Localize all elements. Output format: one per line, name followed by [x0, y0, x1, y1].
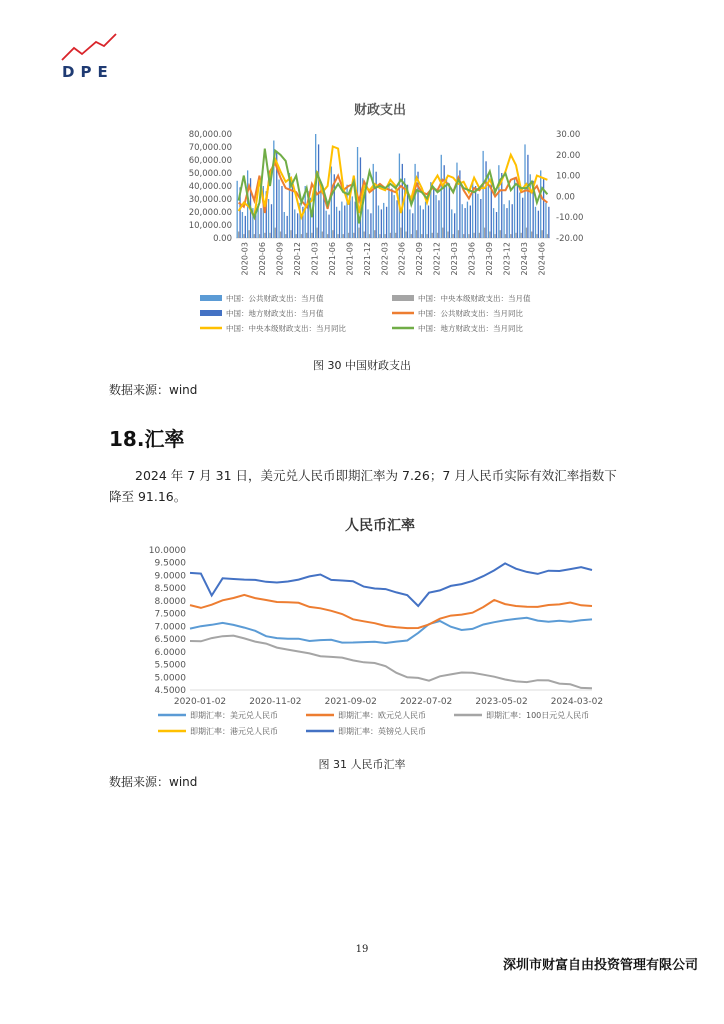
- left-axis-tick-label: 60,000.00: [188, 156, 232, 166]
- bar: [381, 209, 382, 238]
- legend-swatch: [200, 310, 222, 316]
- bar: [409, 209, 410, 238]
- left-axis-tick-label: 30,000.00: [188, 195, 232, 205]
- x-axis-tick-label: 2020-11-02: [249, 697, 302, 707]
- bar: [294, 209, 295, 238]
- bar: [484, 228, 485, 238]
- bar: [510, 234, 511, 238]
- series-line: [239, 163, 548, 213]
- bar: [396, 200, 397, 238]
- bar: [453, 234, 454, 238]
- logo-text: DPE: [62, 63, 114, 81]
- bar: [506, 208, 507, 238]
- fiscal-expenditure-chart: [170, 92, 590, 350]
- legend-label: 即期汇率：100日元兑人民币: [486, 711, 590, 720]
- x-axis-tick-label: 2020-06: [258, 242, 268, 276]
- bar: [485, 161, 486, 238]
- y-axis-tick-label: 5.0000: [154, 673, 186, 684]
- bar: [489, 232, 490, 239]
- figure-30-source: 数据来源：wind: [109, 383, 198, 397]
- bar: [391, 189, 392, 238]
- bar: [243, 234, 244, 238]
- bar: [364, 232, 365, 239]
- bar: [547, 234, 548, 238]
- rmb-exchange-rate-chart: [130, 512, 610, 744]
- bar: [454, 213, 455, 238]
- right-axis-tick-label: 20.00: [556, 150, 581, 161]
- figure-31-source: 数据来源：wind: [109, 775, 198, 789]
- bar: [395, 233, 396, 238]
- bar: [416, 230, 417, 238]
- x-axis-tick-label: 2022-03: [380, 242, 390, 276]
- bar: [348, 233, 349, 238]
- legend-label: 中国：地方财政支出：当月同比: [418, 324, 523, 333]
- chart-title: 人民币汇率: [345, 518, 415, 534]
- bar: [388, 183, 389, 238]
- bar: [271, 204, 272, 238]
- legend-swatch: [200, 295, 222, 301]
- bar: [375, 172, 376, 238]
- bar: [456, 163, 457, 238]
- bar: [390, 233, 391, 238]
- bar: [467, 202, 468, 238]
- x-axis-tick-label: 2023-09: [484, 242, 494, 276]
- bar: [536, 234, 537, 238]
- bar: [248, 230, 249, 238]
- bar: [509, 200, 510, 238]
- bar: [447, 232, 448, 239]
- bar: [355, 202, 356, 238]
- bar: [280, 232, 281, 239]
- left-axis-tick-label: 20,000.00: [188, 208, 232, 218]
- bar: [545, 203, 546, 238]
- left-axis-tick-label: 50,000.00: [188, 169, 232, 179]
- bar: [433, 187, 434, 238]
- bar: [428, 206, 429, 239]
- bar: [438, 200, 439, 238]
- x-axis-tick-label: 2020-12: [293, 242, 303, 276]
- y-axis-tick-label: 7.0000: [154, 622, 186, 633]
- bar: [542, 230, 543, 238]
- bar: [378, 206, 379, 239]
- x-axis-tick-label: 2023-05-02: [475, 697, 528, 707]
- bar: [442, 228, 443, 238]
- bar: [425, 202, 426, 238]
- bar: [341, 202, 342, 238]
- right-axis-tick-label: -20.00: [556, 234, 584, 244]
- bar: [260, 208, 261, 238]
- section-heading: 18.汇率: [109, 427, 185, 451]
- x-axis-tick-label: 2023-06: [467, 242, 477, 276]
- y-axis-tick-label: 9.0000: [154, 571, 186, 582]
- bar: [548, 207, 549, 238]
- bar: [503, 204, 504, 238]
- bar: [451, 209, 452, 238]
- bar: [336, 207, 337, 238]
- figure-30-caption: 图 30 中国财政支出: [313, 359, 411, 372]
- y-axis-tick-label: 7.5000: [154, 609, 186, 620]
- legend-label: 即期汇率：美元兑人民币: [190, 711, 278, 720]
- bar: [531, 232, 532, 239]
- bar: [316, 228, 317, 238]
- bar: [367, 209, 368, 238]
- y-axis-tick-label: 10.0000: [148, 546, 186, 556]
- bar: [527, 155, 528, 238]
- x-axis-tick-label: 2022-07-02: [399, 697, 453, 707]
- left-axis-tick-label: 0.00: [213, 234, 232, 244]
- legend-label: 中国：中央本级财政支出：当月同比: [226, 324, 346, 333]
- section-paragraph: 2024 年 7 月 31 日，美元兑人民币即期汇率为 7.26；7 月人民币实际有效汇率指数下降至 91.16。: [109, 468, 617, 504]
- right-axis-tick-label: 10.00: [556, 171, 581, 182]
- x-axis-tick-label: 2022-12: [432, 242, 442, 276]
- left-axis-tick-label: 10,000.00: [188, 221, 232, 231]
- bar: [437, 233, 438, 238]
- bar: [278, 180, 279, 239]
- bar: [411, 234, 412, 238]
- bar: [385, 234, 386, 238]
- bar: [421, 234, 422, 238]
- bar: [269, 233, 270, 238]
- chart-title: 财政支出: [353, 103, 407, 118]
- bar: [522, 198, 523, 238]
- bar: [370, 213, 371, 238]
- bar: [526, 228, 527, 238]
- company-name: 深圳市财富自由投资管理有限公司: [502, 958, 698, 973]
- x-axis-tick-label: 2021-12: [362, 242, 372, 276]
- bar: [473, 233, 474, 238]
- bar: [264, 233, 265, 238]
- bar: [480, 199, 481, 238]
- x-axis-tick-label: 2023-12: [502, 242, 512, 276]
- legend-swatch: [392, 295, 414, 301]
- y-axis-tick-label: 4.5000: [154, 686, 186, 696]
- bar: [318, 144, 319, 238]
- bar: [242, 212, 243, 238]
- bar: [373, 164, 374, 238]
- x-axis-tick-label: 2023-03: [450, 242, 460, 276]
- legend-label: 中国：公共财政支出：当月同比: [418, 309, 523, 318]
- bar: [512, 204, 513, 238]
- bar: [538, 211, 539, 238]
- bar: [479, 233, 480, 238]
- bar: [423, 209, 424, 238]
- y-axis-tick-label: 6.5000: [154, 635, 186, 646]
- bar: [352, 196, 353, 238]
- bar: [449, 183, 450, 238]
- bar: [400, 228, 401, 238]
- bar: [259, 234, 260, 238]
- legend-label: 中国：公共财政支出：当月值: [226, 294, 324, 303]
- x-axis-tick-label: 2024-06: [537, 242, 547, 276]
- bar: [412, 213, 413, 238]
- bar: [344, 206, 345, 239]
- bar: [482, 151, 483, 238]
- bar: [464, 208, 465, 238]
- bar: [383, 203, 384, 238]
- bar: [496, 212, 497, 238]
- bar: [458, 230, 459, 238]
- x-axis-tick-label: 2021-09-02: [324, 697, 377, 707]
- bar: [514, 180, 515, 239]
- bar: [374, 230, 375, 238]
- bar: [517, 185, 518, 238]
- bar: [477, 194, 478, 238]
- series-line: [190, 595, 592, 628]
- bar: [275, 228, 276, 238]
- bar: [339, 211, 340, 238]
- bar: [287, 216, 288, 238]
- right-axis-tick-label: 0.00: [556, 192, 575, 203]
- bar: [540, 170, 541, 238]
- bar: [325, 211, 326, 238]
- bar: [519, 193, 520, 239]
- bar: [337, 234, 338, 238]
- bar: [444, 165, 445, 238]
- bar: [414, 164, 415, 238]
- bar: [493, 208, 494, 238]
- bar: [379, 234, 380, 238]
- y-axis-tick-label: 8.5000: [154, 584, 186, 595]
- series-line: [239, 147, 548, 218]
- bar: [432, 233, 433, 238]
- bar: [462, 204, 463, 238]
- bar: [500, 230, 501, 238]
- bar: [435, 195, 436, 238]
- bar: [475, 186, 476, 238]
- x-axis-tick-label: 2022-09: [415, 242, 425, 276]
- bar: [463, 234, 464, 238]
- bar: [292, 181, 293, 238]
- bar: [404, 178, 405, 238]
- bar: [290, 230, 291, 238]
- legend-label: 即期汇率：港元兑人民币: [190, 727, 278, 736]
- bar: [441, 155, 442, 238]
- series-line: [190, 636, 592, 689]
- right-axis-tick-label: -10.00: [556, 213, 584, 224]
- bar: [238, 232, 239, 239]
- x-axis-tick-label: 2024-03-02: [550, 697, 604, 707]
- bar: [327, 234, 328, 238]
- x-axis-tick-label: 2021-03: [310, 242, 320, 276]
- bar: [254, 234, 255, 238]
- bar: [322, 232, 323, 239]
- legend-label: 中国：中央本级财政支出：当月值: [418, 294, 531, 303]
- bar: [285, 234, 286, 238]
- left-axis-tick-label: 40,000.00: [188, 182, 232, 192]
- y-axis-tick-label: 5.5000: [154, 660, 186, 671]
- legend-label: 即期汇率：英镑兑人民币: [338, 727, 426, 736]
- x-axis-tick-label: 2020-01-02: [173, 697, 227, 707]
- bar: [535, 207, 536, 238]
- series-line: [190, 563, 592, 606]
- bar: [470, 206, 471, 239]
- bar: [284, 212, 285, 238]
- bar: [268, 199, 269, 238]
- legend-label: 即期汇率：欧元兑人民币: [338, 711, 426, 720]
- left-axis-tick-label: 80,000.00: [188, 130, 232, 140]
- bar: [399, 154, 400, 239]
- bar: [311, 233, 312, 238]
- bar: [468, 234, 469, 238]
- bar: [358, 228, 359, 238]
- bar: [296, 234, 297, 238]
- x-axis-tick-label: 2021-09: [345, 242, 355, 276]
- bar: [420, 206, 421, 239]
- y-axis-tick-label: 6.0000: [154, 647, 186, 658]
- y-axis-tick-label: 9.5000: [154, 558, 186, 569]
- x-axis-tick-label: 2021-06: [327, 242, 337, 276]
- bar: [515, 233, 516, 238]
- bar: [494, 234, 495, 238]
- x-axis-tick-label: 2024-03: [519, 242, 529, 276]
- y-axis-tick-label: 8.0000: [154, 596, 186, 607]
- bar: [328, 215, 329, 238]
- bar: [505, 234, 506, 238]
- bar: [543, 178, 544, 238]
- bar: [386, 207, 387, 238]
- bar: [521, 233, 522, 238]
- page-number: 19: [355, 944, 369, 955]
- bar: [281, 186, 282, 238]
- bar: [405, 232, 406, 239]
- bar: [426, 234, 427, 238]
- bar: [498, 165, 499, 238]
- bar: [369, 234, 370, 238]
- bar: [297, 213, 298, 238]
- legend-label: 中国：地方财政支出：当月值: [226, 309, 324, 318]
- left-axis-tick-label: 70,000.00: [188, 143, 232, 153]
- bar: [353, 233, 354, 238]
- right-axis-tick-label: 30.00: [556, 130, 581, 140]
- x-axis-tick-label: 2020-09: [275, 242, 285, 276]
- figure-31-caption: 图 31 人民币汇率: [318, 758, 406, 771]
- bar: [245, 216, 246, 238]
- bar: [332, 230, 333, 238]
- bar: [343, 234, 344, 238]
- x-axis-tick-label: 2022-06: [397, 242, 407, 276]
- bar: [331, 167, 332, 239]
- bar: [394, 195, 395, 238]
- x-axis-tick-label: 2020-03: [240, 242, 250, 276]
- bar: [306, 233, 307, 238]
- bar: [237, 181, 238, 238]
- bar: [301, 234, 302, 238]
